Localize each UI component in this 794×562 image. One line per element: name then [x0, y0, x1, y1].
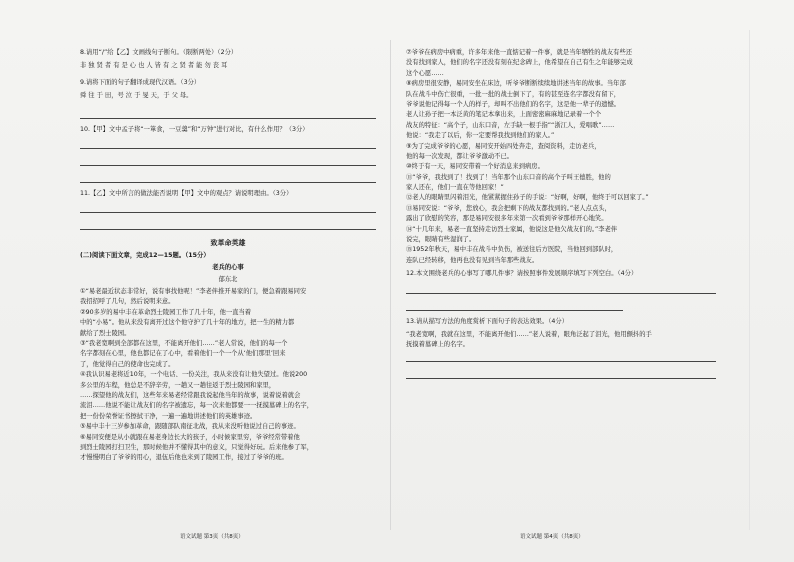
paragraph [80, 339, 376, 370]
question-9: 9.请将下面的句子翻译成现代汉语。（3分） [80, 78, 201, 86]
answer-line[interactable] [80, 138, 376, 149]
story-paragraphs-right [406, 48, 716, 266]
paragraph [406, 193, 716, 203]
page-footer-right: 语文试题 第4页（共8页） [520, 534, 584, 540]
answer-line[interactable] [406, 351, 716, 362]
answer-line[interactable] [406, 300, 623, 311]
question-9-text: 舜 往 于 田，号 泣 于 旻 天，于 父 母。 [80, 92, 193, 100]
text-line: 中的“小易”。他从来没有离开过这个他守护了几十年的地方，把一生的精力都 [80, 319, 295, 327]
question-8-text: 非 独 贤 者 有 是 心 也 人 皆 有 之 贤 者 能 勿 丧 耳 [80, 62, 228, 70]
text-line: ⑥易同安便是从小就跟在易老身边长大的孩子，小时候家里穷，爷爷经常带着他 [80, 433, 300, 441]
paragraph [406, 79, 716, 141]
text-line: ③“我老宽啊到全部都在这里，不能离开他们……”老人常说，他们的每一个 [80, 340, 288, 348]
text-line: 他说：“我走了以后，你一定要帮我找到他们的家人。” [406, 132, 555, 140]
text-line: 抚摸着墓碑上的名字。 [406, 341, 469, 349]
text-line: 他的每一次发现，都让爷爷激动不已。 [406, 152, 514, 160]
paragraph [406, 245, 716, 266]
text-line: 说完，眼睛有些湿润了。 [406, 236, 476, 244]
text-line: 我招招呼了几句，然后说明来意。 [80, 298, 175, 306]
paragraph [406, 162, 716, 172]
question-13: 13.请从描写方法的角度赏析下面句子的表达效果。（4分） [406, 317, 568, 325]
binding-edge [749, 30, 750, 530]
text-line: ⑬易同安说：“爷爷，您放心，我会把剩下的战友都找到的。”老人点点头， [406, 204, 611, 212]
question-11: 11.【乙】文中所言的做法能否说明【甲】文中的观点？请说明理由。（3分） [80, 190, 293, 198]
answer-line[interactable] [80, 172, 376, 183]
text-line: 战友的特征：“高个子，山东口音，左手缺一根手指”“浙江人，爱唱歌”…… [406, 121, 615, 129]
text-line: ①“易老最近状态非常好，说有事找他呢！”李老伴推开易家的门，便急着跟易同安 [80, 288, 307, 296]
question-10: 10.【甲】文中孟子将“一箪食，一豆羹”和“万钟”进行对比，有什么作用？（3分） [80, 125, 309, 133]
text-line: ……探望他的战友们，这些年来易老经常跟我说起他当年的故事，说着说着就会 [80, 391, 301, 399]
text-line: 家人还在，他们一直在等他回家！” [406, 184, 504, 192]
text-line: ⑩终于有一天，易同安带着一个好消息来到病房。 [406, 163, 544, 171]
text-line: 连队已经转移，他再也没有见到当年那些战友。 [406, 256, 539, 264]
text-line: 才慢慢明白了爷爷的用心，退伍后他也来到了陵园工作，接过了爷爷的班。 [80, 454, 288, 462]
paragraph [406, 173, 716, 194]
answer-line[interactable] [80, 108, 376, 119]
answer-line[interactable] [80, 219, 376, 230]
text-line: ⑭“十几年来，易老一直坚持走访烈士家属，他说这是他欠战友们的。”李老伴 [406, 225, 618, 233]
text-line: ⑮1952年秋天，易中丰在战斗中负伤，被送往后方医院，当他回到部队时， [406, 246, 618, 254]
text-line: ⑫老人的眼睛里闪着泪光，他紧紧握住孙子的手说：“好啊，好啊，他终于可以回家了。” [406, 194, 649, 202]
left-page [80, 48, 376, 464]
question-8: 8.请用“/”给【乙】文画线句子断句。（限断两处）（2分） [80, 49, 238, 56]
story-author: 郁东北 [218, 275, 238, 283]
reading-intro: (二)阅读下面文章，完成12—15题。（15分） [80, 251, 210, 259]
text-line: 名字都刻在心里，他也都记在了心中，看着他们一个一个从‘他们那里’回来 [80, 350, 286, 358]
text-line: 没有找到家人，他们的名字还没有刻在纪念碑上，他希望在自己有生之年能够完成 [406, 59, 633, 67]
text-line: 爷爷说他记得每一个人的样子，却叫不出他们的名字，这是他一辈子的遗憾。 [406, 100, 621, 108]
text-line: ⑤易中丰十三岁参加革命，跟随部队南征北战，我从来没听他说过自己的事迹。 [80, 423, 300, 431]
text-line: 了，他觉得自己的使命也完成了。 [80, 360, 175, 368]
answer-line[interactable] [80, 202, 376, 213]
text-line: ⑧病房里很安静，易同安坐在床边，听爷爷断断续续地讲述当年的故事。当年部 [406, 80, 626, 88]
text-line: 多公里的车程，他总是不辞辛劳，一趟又一趟往返于烈士陵园和家里， [80, 381, 276, 389]
answer-line[interactable] [406, 283, 716, 294]
page-divider [390, 40, 391, 530]
text-line: 把一份份荣誉证书擦拭干净，一遍一遍地讲述他们的英雄事迹。 [80, 412, 257, 420]
page-footer-left: 语文试题 第3页（共8页） [180, 534, 244, 540]
paragraph [406, 142, 716, 163]
text-line: 露出了欣慰的笑容，那是易同安很多年来第一次看到爷爷那样开心地笑。 [406, 215, 608, 223]
text-line: ⑨为了完成爷爷的心愿，易同安开始四处奔走，查阅资料，走访老兵， [406, 142, 601, 150]
text-line: 这个心愿…… [406, 69, 444, 77]
paragraph [406, 48, 716, 79]
paragraph [80, 422, 376, 464]
right-page [406, 48, 716, 385]
story-title: 老兵的心事 [212, 264, 244, 272]
text-line: ④我认识易老将近10年，一个电话、一份关注，我从来没有让他失望过。他说200 [80, 371, 308, 379]
text-line: 流泪……他说不能让战友们的名字被遗忘，每一次来他都要一一抚摸墓碑上的名字， [80, 402, 313, 410]
text-line: 队在战斗中伤亡很重，一批一批的战士倒下了，有的甚至连名字都没有留下， [406, 90, 621, 98]
paragraph [80, 370, 376, 422]
text-line: “我老宽啊，我就在这里，不能离开他们……”老人说着，眼角泛起了泪光，他用颤抖的手 [406, 331, 652, 339]
question-13-quote [406, 330, 716, 351]
text-line: ②90多岁的易中丰在革命烈士陵园工作了几十年，他一直当着 [80, 308, 252, 316]
paragraph [80, 287, 376, 308]
paragraph [406, 225, 716, 246]
story-paragraphs-left [80, 287, 376, 464]
text-line: ⑦爷爷在病房中病重，许多年来他一直惦记着一件事，就是当年牺牲的战友有些还 [406, 49, 633, 56]
text-line: ⑪“爷爷，我找到了！找到了！当年那个山东口音的高个子叫王德胜，他的 [406, 173, 611, 181]
answer-line[interactable] [406, 368, 716, 379]
text-line: 老人让孙子把一本泛黄的笔记本拿出来，上面密密麻麻地记录着一个个 [406, 111, 602, 119]
paragraph [80, 308, 376, 339]
question-12: 12.本文围绕老兵的心事写了哪几件事？请按照事件发展顺序填写下列空白。（4分） [406, 270, 638, 278]
text-line: 到烈士陵园打扫卫生，那时候他并不懂得其中的意义，只觉得好玩。后来他参了军， [80, 443, 313, 451]
paragraph [406, 204, 716, 225]
text-line: 献给了烈士陵园。 [80, 329, 131, 337]
section-title: 致革命英雄 [210, 239, 246, 248]
answer-line[interactable] [80, 155, 376, 166]
